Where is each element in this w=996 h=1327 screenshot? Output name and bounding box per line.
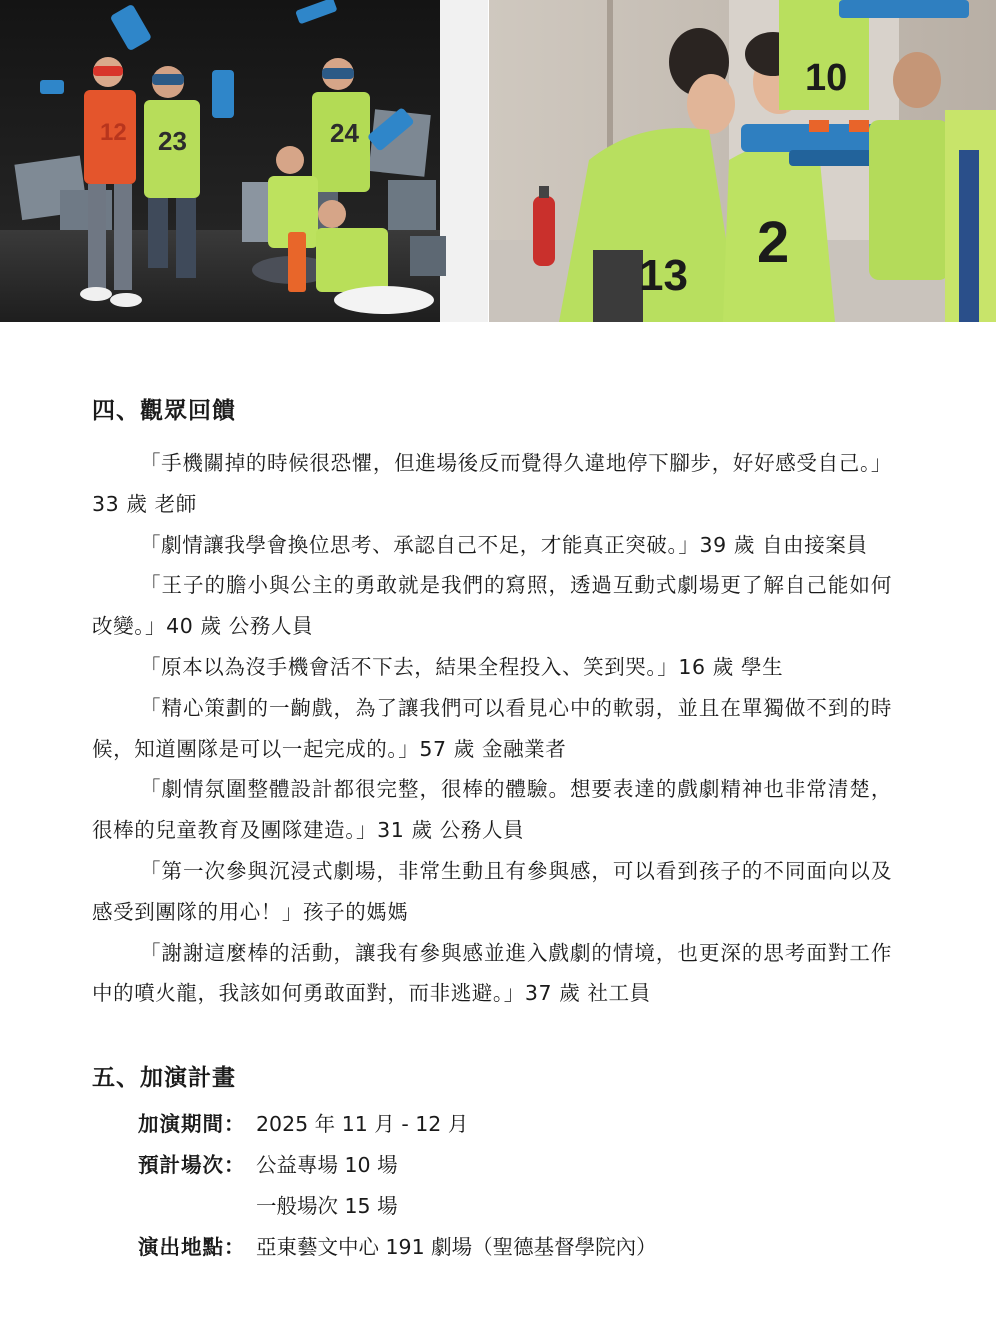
venue-label: 演出地點： (138, 1235, 246, 1260)
period-value: 2025 年 11 月 - 12 月 (256, 1112, 469, 1137)
svg-text:2: 2 (757, 210, 790, 275)
plan-row-sessions (138, 1145, 892, 1227)
venue-value: 亞東藝文中心 191 劇場（聖德基督學院內） (256, 1235, 657, 1260)
stage-performance-photo (0, 0, 488, 322)
encore-plan-details (138, 1104, 892, 1268)
sessions-value-general: 一般場次 15 場 (256, 1194, 398, 1219)
feedback-quote: 「原本以為沒手機會活不下去，結果全程投入、笑到哭。」16 歲 學生 (140, 654, 784, 679)
document-body (92, 395, 892, 1268)
audience-feedback-heading: 四、觀眾回饋 (92, 398, 236, 424)
period-label: 加演期間： (138, 1112, 246, 1137)
plan-row-period (138, 1104, 892, 1145)
encore-plan-heading: 五、加演計畫 (92, 1065, 236, 1092)
audience-participants-photo (489, 0, 996, 322)
svg-text:13: 13 (639, 251, 688, 300)
feedback-quote: 「劇情氛圍整體設計都很完整，很棒的體驗。想要表達的戲劇精神也非常清楚，很棒的兒童教育及團隊建造。」31 歲 公務人員 (92, 777, 892, 843)
svg-text:24: 24 (330, 118, 359, 148)
feedback-quote: 「王子的膽小與公主的勇敢就是我們的寫照，透過互動式劇場更了解自己能如何改變。」40 歲 公務人員 (92, 573, 892, 639)
feedback-quote: 「第一次參與沉浸式劇場，非常生動且有參與感，可以看到孩子的不同面向以及感受到團隊的用心！」孩子的媽媽 (92, 858, 892, 924)
feedback-list (92, 443, 892, 1014)
feedback-quote: 「精心策劃的一齣戲，為了讓我們可以看見心中的軟弱，並且在單獨做不到的時候，知道團隊是可以一起完成的。」57 歲 金融業者 (92, 695, 892, 761)
svg-text:12: 12 (100, 119, 127, 146)
plan-row-venue (138, 1227, 892, 1268)
photo-strip (0, 0, 996, 322)
svg-text:23: 23 (158, 126, 187, 156)
sessions-label: 預計場次： (138, 1153, 246, 1178)
svg-text:10: 10 (805, 57, 848, 99)
sessions-value-charity: 公益專場 10 場 (256, 1153, 398, 1178)
feedback-quote: 「手機關掉的時候很恐懼，但進場後反而覺得久違地停下腳步，好好感受自己。」 33 歲 老師 (92, 451, 892, 516)
feedback-quote: 「謝謝這麼棒的活動，讓我有參與感並進入戲劇的情境，也更深的思考面對工作中的噴火龍，我該如何勇敢面對，而非逃避。」37 歲 社工員 (92, 940, 892, 1006)
feedback-quote: 「劇情讓我學會換位思考、承認自己不足，才能真正突破。」39 歲 自由接案員 (140, 532, 868, 557)
